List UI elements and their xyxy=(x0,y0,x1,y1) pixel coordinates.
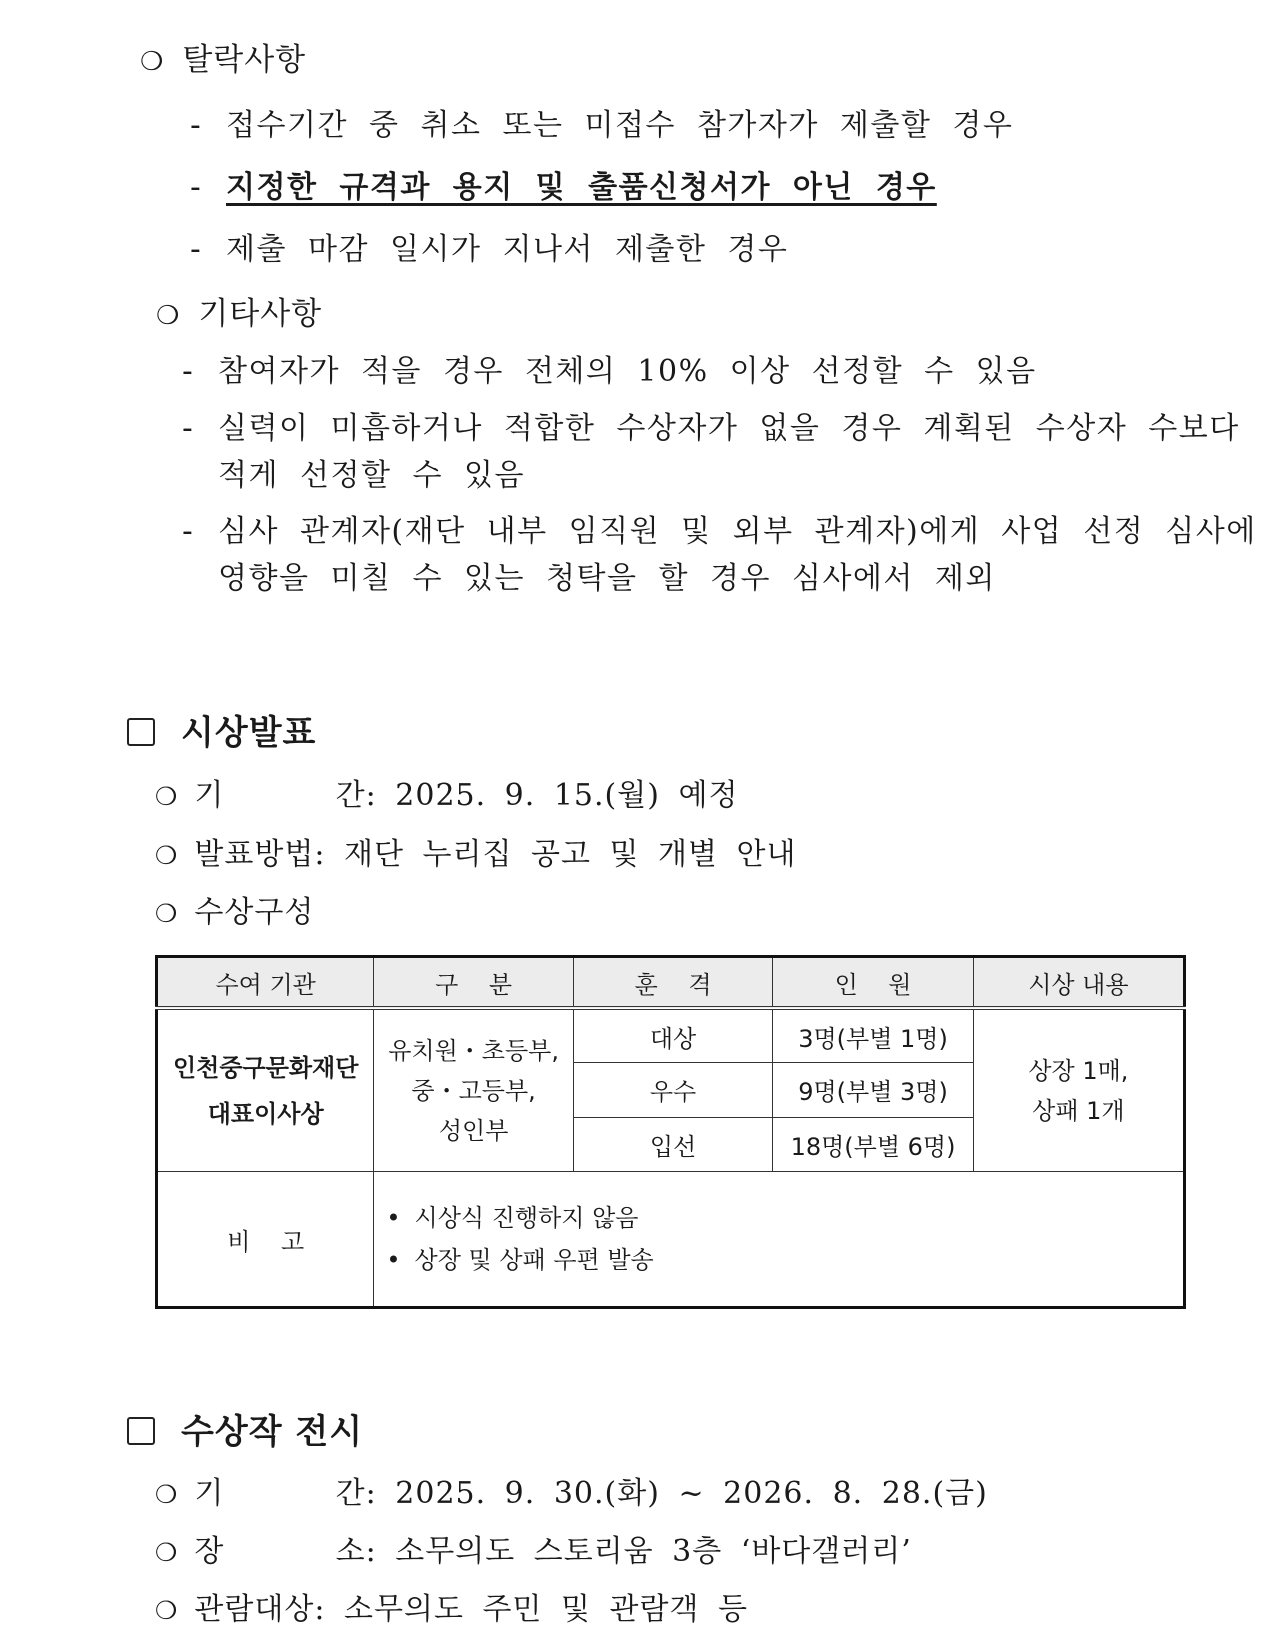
exhibition-period: ❍ 기 간: 2025. 9. 30.(화) ~ 2026. 8. 28.(금) xyxy=(155,1476,988,1511)
header-count: 인 원 xyxy=(773,957,973,1009)
section-heading-exhibition: 수상작 전시 xyxy=(127,1404,363,1453)
rank-cell: 우수 xyxy=(573,1063,772,1118)
exclusion-item: - 접수기간 중 취소 또는 미접수 참가자가 제출할 경우 xyxy=(190,108,1014,143)
header-rank: 훈 격 xyxy=(573,957,772,1009)
announcement-composition: ❍ 수상구성 xyxy=(155,895,315,930)
count-cell: 18명(부별 6명) xyxy=(773,1117,973,1172)
circle-bullet-icon: ❍ xyxy=(155,1480,179,1509)
header-award: 시상 내용 xyxy=(973,957,1184,1009)
circle-bullet-icon: ❍ xyxy=(155,841,179,870)
count-cell: 9명(부별 3명) xyxy=(773,1063,973,1118)
other-heading: ❍ 기타사항 xyxy=(156,296,323,332)
announcement-period: ❍ 기 간: 2025. 9. 15.(월) 예정 xyxy=(155,778,739,813)
other-item-continuation: 적게 선정할 수 있음 xyxy=(218,458,525,493)
table-note-row xyxy=(157,1172,1185,1308)
exhibition-place: ❍ 장 소: 소무의도 스토리움 3층 ‘바다갤러리’ xyxy=(155,1534,912,1569)
org-cell: 인천중구문화재단 대표이사상 xyxy=(157,1008,374,1172)
note-item: • 시상식 진행하지 않음 xyxy=(386,1197,1183,1239)
note-list xyxy=(374,1172,1185,1308)
circle-bullet-icon: ❍ xyxy=(140,47,165,77)
note-item: • 상장 및 상패 우편 발송 xyxy=(386,1239,1183,1281)
square-bullet-icon xyxy=(127,718,155,746)
award-table xyxy=(155,955,1186,1309)
section-heading-announcement: 시상발표 xyxy=(127,705,316,754)
table-header-row xyxy=(157,957,1185,1009)
other-item: - 참여자가 적을 경우 전체의 10% 이상 선정할 수 있음 xyxy=(182,354,1037,389)
count-cell: 3명(부별 1명) xyxy=(773,1008,973,1063)
circle-bullet-icon: ❍ xyxy=(155,1538,179,1567)
header-division: 구 분 xyxy=(374,957,573,1009)
rank-cell: 입선 xyxy=(573,1117,772,1172)
circle-bullet-icon: ❍ xyxy=(155,899,179,928)
square-bullet-icon xyxy=(127,1417,155,1445)
exclusion-item: - 제출 마감 일시가 지나서 제출한 경우 xyxy=(190,232,789,267)
exhibition-audience: ❍ 관람대상: 소무의도 주민 및 관람객 등 xyxy=(155,1592,748,1627)
note-label: 비 고 xyxy=(157,1172,374,1308)
other-item: - 실력이 미흡하거나 적합한 수상자가 없을 경우 계획된 수상자 수보다 xyxy=(182,411,1240,446)
header-org: 수여 기관 xyxy=(157,957,374,1009)
announcement-method: ❍ 발표방법: 재단 누리집 공고 및 개별 안내 xyxy=(155,837,797,872)
exclusion-heading: ❍ 탈락사항 xyxy=(140,42,307,78)
division-cell: 유치원・초등부, 중・고등부, 성인부 xyxy=(374,1008,573,1172)
circle-bullet-icon: ❍ xyxy=(155,1596,179,1625)
circle-bullet-icon: ❍ xyxy=(155,782,179,811)
award-cell: 상장 1매, 상패 1개 xyxy=(973,1008,1184,1172)
rank-cell: 대상 xyxy=(573,1008,772,1063)
circle-bullet-icon: ❍ xyxy=(156,301,181,331)
other-item: - 심사 관계자(재단 내부 임직원 및 외부 관계자)에게 사업 선정 심사에 xyxy=(182,514,1257,549)
table-row xyxy=(157,1008,1185,1063)
other-item-continuation: 영향을 미칠 수 있는 청탁을 할 경우 심사에서 제외 xyxy=(218,561,996,596)
exclusion-item: - 지정한 규격과 용지 및 출품신청서가 아닌 경우 xyxy=(190,170,937,205)
